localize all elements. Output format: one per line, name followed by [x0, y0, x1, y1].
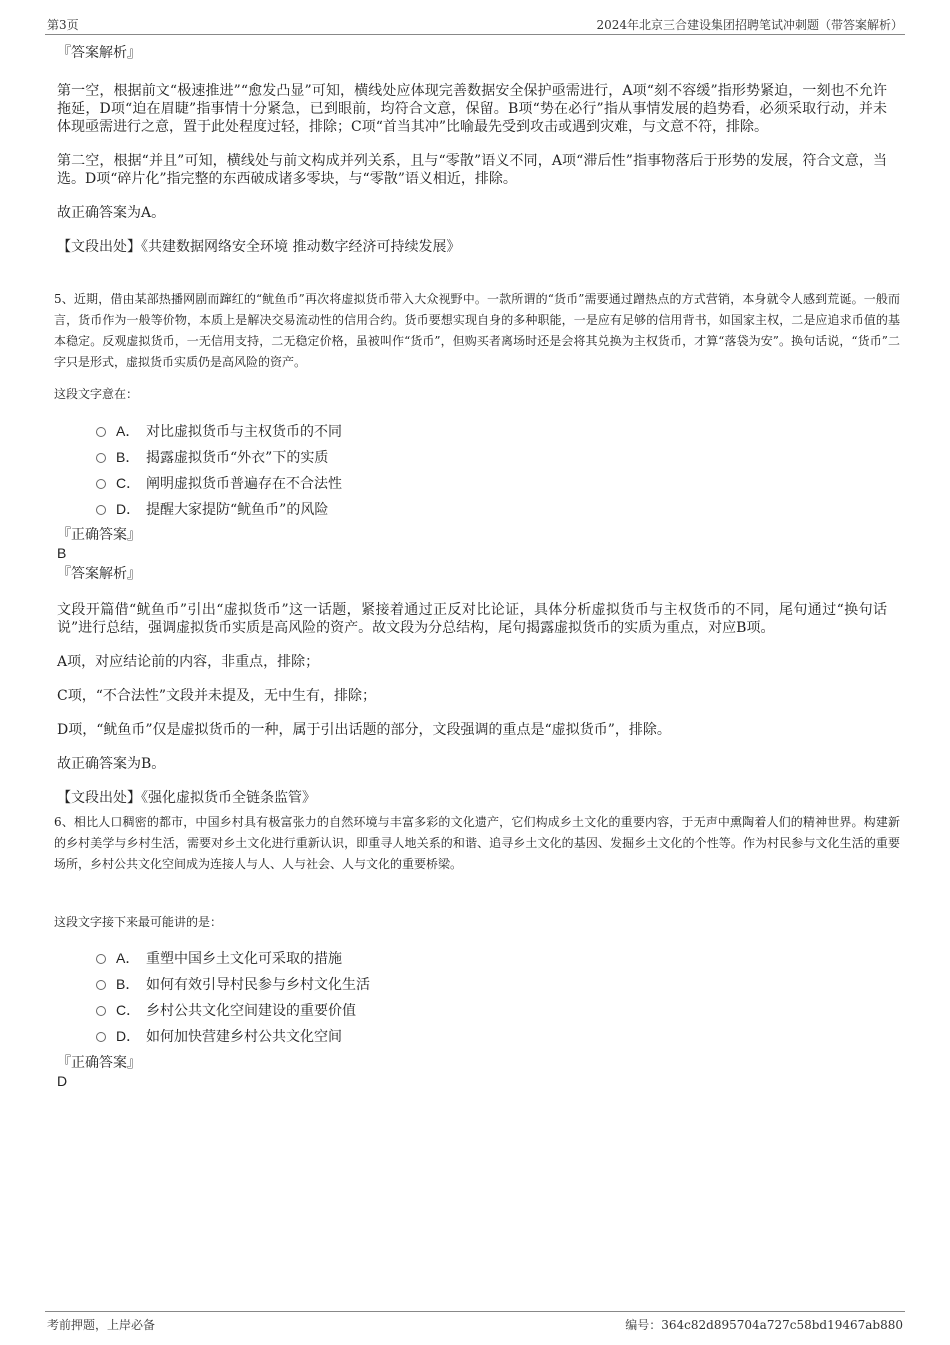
analysis-paragraph-2: A项，对应结论前的内容，非重点，排除；: [57, 654, 320, 670]
correct-answer-label: 『正确答案』: [57, 1055, 141, 1071]
question-5-stem: 这段文字意在：: [54, 387, 139, 401]
source-citation: 【文段出处】《共建数据网络安全环境 推动数字经济可持续发展》: [57, 239, 461, 255]
source-citation: 【文段出处】《强化虚拟货币全链条监管》: [57, 790, 316, 806]
option-b[interactable]: B． 如何有效引导村民参与乡村文化生活: [96, 971, 496, 997]
analysis-label: 『答案解析』: [57, 45, 141, 61]
analysis-paragraph-4: D项，“鱿鱼币”仅是虚拟货币的一种，属于引出话题的部分，文段强调的重点是“虚拟货币”，排除。: [57, 722, 671, 738]
analysis-conclusion: 故正确答案为B。: [57, 756, 166, 772]
question-6-text: 6、相比人口稠密的都市，中国乡村具有极富张力的自然环境与丰富多彩的文化遗产，它们构成乡土文化的重要内容，于无声中熏陶着人们的精神世界。构建新的乡村美学与乡村生活，需要对乡土文化进行重新认识，即重寻人地关系的和谐、追寻乡土文化的基因、发掘乡土文化的个性等。作为村民参与文化生活的重要场所，乡村公共文化空间成为连接人与人、人与社会、人与文化的重要桥梁。: [54, 815, 900, 871]
question-5-text: 5、近期，借由某部热播网剧而蹿红的“鱿鱼币”再次将虚拟货币带入大众视野中。一款所谓的“货币”需要通过蹭热点的方式营销，本身就令人感到荒诞。一般而言，货币作为一般等价物，本质上是解决交易流动性的信用合约。货币要想实现自身的多种职能，一是应有足够的信用背书，如国家主权，二是应追求币值的基本稳定。反观虚拟货币，一无信用支持，二无稳定价格，虽被叫作“货币”，但购买者离场时还是会将其兑换为主权货币，才算“落袋为安”。换句话说，“货币”二字只是形式，虚拟货币实质仍是高风险的资产。: [54, 292, 900, 369]
question-5-options: [96, 418, 496, 522]
page-number: 第3页: [47, 18, 79, 32]
document-code: 编号：364c82d895704a727c58bd19467ab880: [625, 1318, 903, 1332]
radio-icon[interactable]: [96, 980, 106, 990]
radio-icon[interactable]: [96, 479, 106, 489]
option-b[interactable]: B． 揭露虚拟货币“外衣”下的实质: [96, 444, 496, 470]
question-6-options: [96, 945, 496, 1049]
analysis-paragraph-3: C项，“不合法性”文段并未提及，无中生有，排除；: [57, 688, 377, 704]
analysis-paragraph-1: 文段开篇借“鱿鱼币”引出“虚拟货币”这一话题，紧接着通过正反对比论证，具体分析虚拟货币与主权货币的不同，尾句通过“换句话说”进行总结，强调虚拟货币实质是高风险的资产。故文段为分总结构，尾句揭露虚拟货币的实质为重点，对应B项。: [57, 602, 887, 636]
correct-answer-value: D: [57, 1073, 68, 1089]
option-a[interactable]: A． 对比虚拟货币与主权货币的不同: [96, 418, 496, 444]
option-c[interactable]: C． 乡村公共文化空间建设的重要价值: [96, 997, 496, 1023]
option-a[interactable]: A． 重塑中国乡土文化可采取的措施: [96, 945, 496, 971]
footer-slogan: 考前押题，上岸必备: [47, 1318, 156, 1332]
analysis-conclusion: 故正确答案为A。: [57, 205, 166, 221]
analysis-paragraph-2: 第二空，根据“并且”可知，横线处与前文构成并列关系，且与“零散”语义不同，A项“滞后性”指事物落后于形势的发展，符合文意，当选。D项“碎片化”指完整的东西破成诸多零块，与“零散”语义相近，排除。: [57, 153, 887, 187]
page-footer: [45, 1311, 905, 1334]
question-6-answer: [57, 1054, 887, 1090]
correct-answer-value: B: [57, 545, 67, 561]
correct-answer-label: 『正确答案』: [57, 527, 141, 543]
option-c[interactable]: C． 阐明虚拟货币普遍存在不合法性: [96, 470, 496, 496]
radio-icon[interactable]: [96, 954, 106, 964]
analysis-label: 『答案解析』: [57, 566, 141, 582]
radio-icon[interactable]: [96, 505, 106, 515]
option-d[interactable]: D． 提醒大家提防“鱿鱼币”的风险: [96, 496, 496, 522]
radio-icon[interactable]: [96, 1032, 106, 1042]
radio-icon[interactable]: [96, 1006, 106, 1016]
radio-icon[interactable]: [96, 453, 106, 463]
analysis-paragraph-1: 第一空，根据前文“极速推进”“愈发凸显”可知，横线处应体现完善数据安全保护亟需进行，A项“刻不容缓”指形势紧迫，一刻也不允许拖延，D项“迫在眉睫”指事情十分紧急，已到眼前，均符合文意，保留。B项“势在必行”指从事情发展的趋势看，必须采取行动，并未体现亟需进行之意，置于此处程度过轻，排除；C项“首当其冲”比喻最先受到攻击或遇到灾难，与文意不符，排除。: [57, 83, 887, 135]
radio-icon[interactable]: [96, 427, 106, 437]
document-title: 2024年北京三合建设集团招聘笔试冲刺题（带答案解析）: [596, 18, 903, 32]
page-header: [45, 14, 905, 35]
question-6-stem: 这段文字接下来最可能讲的是：: [54, 915, 223, 929]
q4-analysis-tail: [57, 44, 887, 256]
option-d[interactable]: D． 如何加快营建乡村公共文化空间: [96, 1023, 496, 1049]
question-5-answer: [57, 526, 887, 807]
